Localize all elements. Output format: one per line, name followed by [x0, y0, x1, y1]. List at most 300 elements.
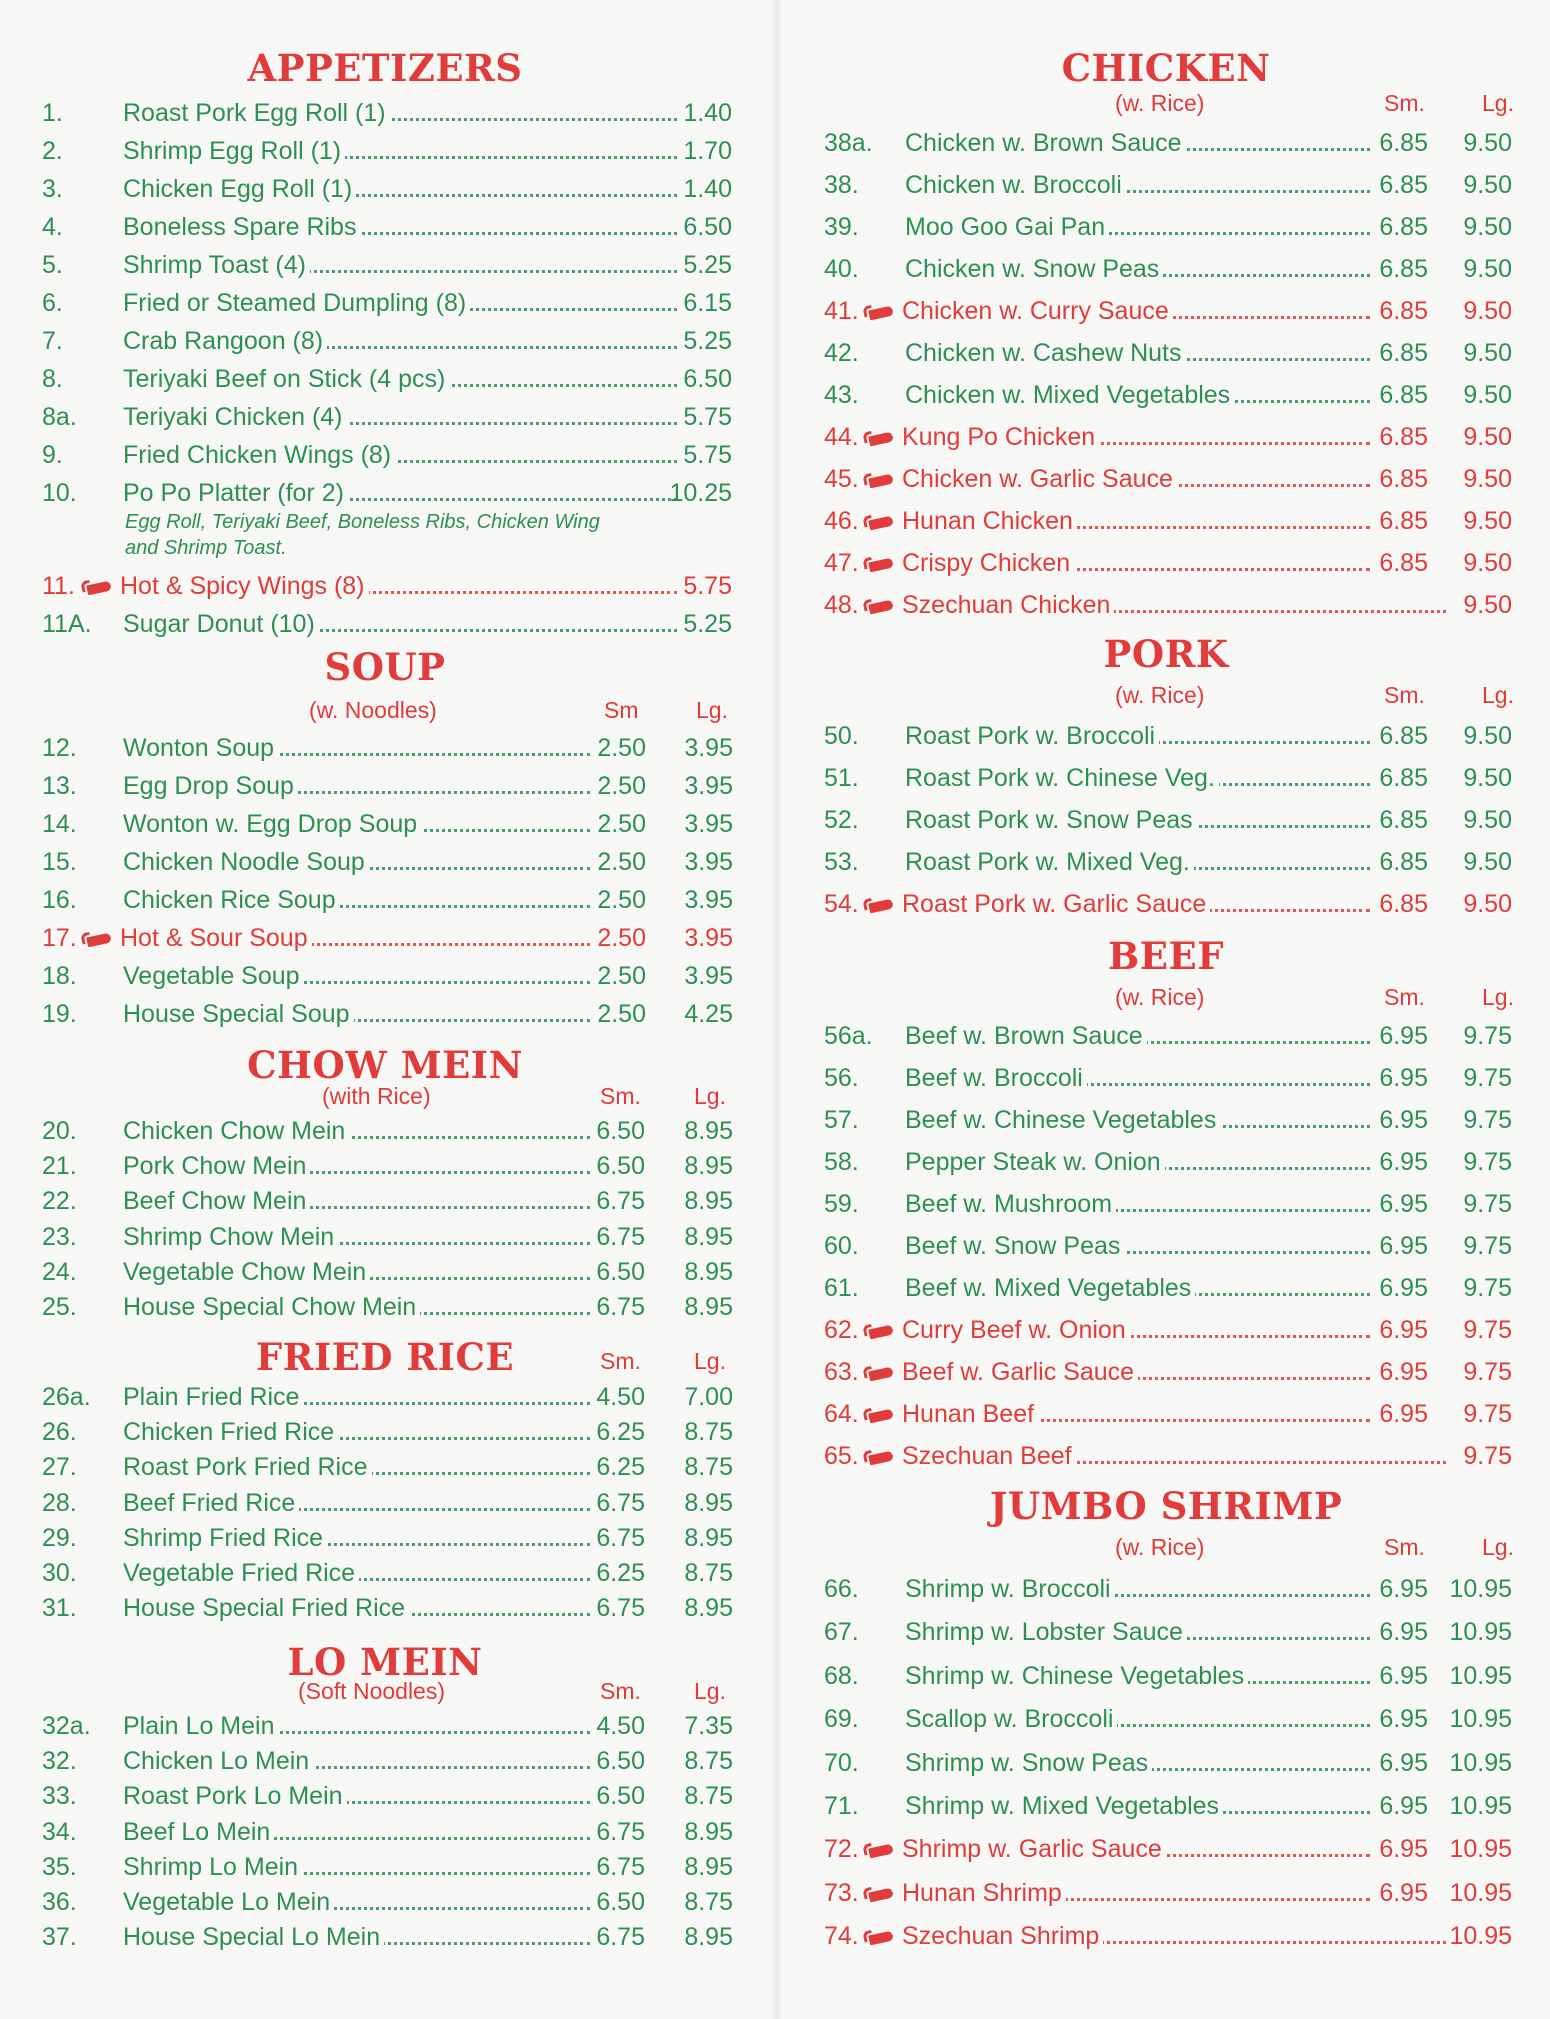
item-name [123, 174, 677, 204]
item-name-text: Roast Pork Lo Mein [123, 1782, 347, 1810]
item-price-small: 2.50 [597, 924, 646, 952]
item-price-small: 6.85 [1379, 722, 1428, 750]
item-price-small: 6.25 [596, 1418, 645, 1447]
item-name-text: House Special Fried Rice [123, 1594, 409, 1622]
lo-mein-large-header: Lg. [694, 1678, 726, 1704]
jumbo-shrimp-heading: JUMBO SHRIMP [989, 1484, 1343, 1528]
item-name [120, 923, 590, 953]
item-price-large: 9.50 [1463, 129, 1512, 157]
item-name [902, 296, 1370, 326]
item-number: 74. [824, 1922, 859, 1951]
menu-item[interactable] [0, 771, 768, 801]
item-number: 37. [42, 1923, 77, 1952]
item-name-text: Szechuan Chicken [902, 591, 1114, 619]
menu-item[interactable] [782, 1661, 1550, 1691]
menu-item[interactable] [0, 1593, 768, 1623]
menu-item[interactable] [0, 1711, 768, 1741]
menu-item[interactable] [782, 1441, 1550, 1471]
item-price-large: 8.95 [684, 1187, 733, 1216]
item-name [905, 721, 1370, 751]
item-number: 16. [42, 886, 77, 914]
menu-item[interactable] [782, 1357, 1550, 1387]
item-number: 7. [42, 327, 63, 355]
chili-pepper-icon [868, 516, 894, 531]
item-name-text: Fried or Steamed Dumpling (8) [123, 289, 470, 317]
item-name [905, 1704, 1370, 1734]
item-name-text: Beef w. Mixed Vegetables [905, 1274, 1195, 1302]
menu-item[interactable] [0, 1151, 768, 1181]
item-price-large: 8.75 [684, 1418, 733, 1447]
item-number: 29. [42, 1523, 77, 1552]
beef-small-header: Sm. [1384, 984, 1425, 1010]
item-name-text: Beef w. Snow Peas [905, 1232, 1124, 1260]
menu-item[interactable] [0, 1817, 768, 1847]
item-price-large: 9.75 [1463, 1022, 1512, 1050]
item-name [905, 847, 1370, 877]
item-number: 19. [42, 1000, 77, 1028]
item-name [905, 128, 1370, 158]
menu-item[interactable] [0, 326, 768, 356]
item-price-large: 3.95 [684, 734, 733, 762]
menu-item[interactable] [0, 402, 768, 432]
item-price-small: 6.85 [1379, 255, 1428, 283]
item-price-large: 9.50 [1463, 423, 1512, 451]
item-price-small: 6.95 [1379, 1618, 1428, 1647]
item-price-small: 6.85 [1379, 890, 1428, 918]
menu-item[interactable] [0, 571, 768, 601]
item-name-text: Shrimp Egg Roll (1) [123, 137, 345, 165]
item-number: 15. [42, 848, 77, 876]
menu-item[interactable] [782, 464, 1550, 494]
item-price-small: 6.95 [1379, 1106, 1428, 1134]
menu-item[interactable] [782, 254, 1550, 284]
item-name-text: Hunan Shrimp [902, 1879, 1066, 1907]
menu-item[interactable] [0, 1292, 768, 1322]
item-name [120, 571, 677, 601]
soup-heading: SOUP [324, 645, 446, 689]
menu-item[interactable] [782, 1878, 1550, 1908]
item-name-text: House Special Soup [123, 1000, 354, 1028]
item-name [123, 1186, 590, 1216]
menu-item[interactable] [782, 380, 1550, 410]
menu-item[interactable] [0, 98, 768, 128]
item-name [902, 1315, 1370, 1345]
menu-item[interactable] [782, 338, 1550, 368]
item-price-small: 6.75 [596, 1222, 645, 1251]
menu-item[interactable] [782, 128, 1550, 158]
item-number: 67. [824, 1618, 859, 1647]
chicken-large-header: Lg. [1482, 90, 1514, 116]
menu-item[interactable] [782, 805, 1550, 835]
item-name-text: Roast Pork w. Mixed Veg. [905, 848, 1194, 876]
item-name [905, 1147, 1370, 1177]
item-price: 5.75 [683, 441, 732, 469]
item-number: 25. [42, 1293, 77, 1321]
item-price: 5.25 [683, 327, 732, 355]
item-name-text: Roast Pork Egg Roll (1) [123, 99, 390, 127]
menu-item[interactable] [782, 1231, 1550, 1261]
item-number: 4. [42, 213, 63, 241]
menu-item[interactable] [782, 1704, 1550, 1734]
item-name [123, 326, 677, 356]
item-price-small: 6.75 [596, 1923, 645, 1952]
item-price-large: 9.50 [1463, 507, 1512, 535]
item-number: 39. [824, 213, 859, 241]
item-price: 5.25 [683, 610, 732, 638]
menu-item[interactable] [0, 1887, 768, 1917]
item-price-large: 3.95 [684, 772, 733, 800]
item-name-text: Vegetable Chow Mein [123, 1258, 370, 1286]
menu-item[interactable] [782, 1021, 1550, 1051]
item-number: 11. [42, 572, 75, 600]
chicken-heading: CHICKEN [1061, 46, 1271, 90]
item-price: 10.25 [669, 479, 732, 507]
fried-rice-large-header: Lg. [694, 1348, 726, 1374]
item-name [123, 212, 677, 242]
item-name [902, 548, 1370, 578]
menu-item[interactable] [0, 440, 768, 470]
item-name-text: Chicken w. Garlic Sauce [902, 465, 1177, 493]
item-number: 17. [42, 924, 77, 952]
item-price-large: 9.75 [1463, 1064, 1512, 1092]
menu-item[interactable] [782, 1147, 1550, 1177]
item-price-large: 9.50 [1463, 297, 1512, 325]
item-name-text: Shrimp w. Mixed Vegetables [905, 1792, 1223, 1820]
platter-description: and Shrimp Toast. [125, 537, 287, 559]
item-price-large: 9.50 [1463, 213, 1512, 241]
menu-item[interactable] [782, 1273, 1550, 1303]
item-price-large: 9.75 [1463, 1316, 1512, 1344]
item-name [905, 1748, 1370, 1778]
item-price-small: 6.50 [596, 1782, 645, 1811]
item-name-text: Roast Pork w. Broccoli [905, 722, 1159, 750]
item-name [905, 1021, 1370, 1051]
menu-item[interactable] [782, 1921, 1550, 1951]
menu-item[interactable] [0, 809, 768, 839]
menu-item[interactable] [0, 212, 768, 242]
page-fold [772, 0, 782, 2019]
menu-item[interactable] [0, 999, 768, 1029]
item-price-large: 3.95 [684, 962, 733, 990]
item-name [905, 1231, 1370, 1261]
item-number: 48. [824, 591, 859, 619]
menu-item[interactable] [782, 1399, 1550, 1429]
item-price-large: 9.75 [1463, 1190, 1512, 1218]
beef-large-header: Lg. [1482, 984, 1514, 1010]
menu-item[interactable] [0, 1781, 768, 1811]
item-name-text: Beef w. Broccoli [905, 1064, 1087, 1092]
menu-item[interactable] [0, 1452, 768, 1482]
item-number: 44. [824, 423, 859, 451]
item-name [123, 1257, 590, 1287]
item-name-text: Shrimp w. Broccoli [905, 1575, 1115, 1603]
item-name [902, 889, 1370, 919]
item-price-large: 9.75 [1463, 1442, 1512, 1470]
menu-item[interactable] [782, 212, 1550, 242]
menu-item[interactable] [0, 478, 768, 508]
menu-item[interactable] [0, 136, 768, 166]
item-price-small: 6.95 [1379, 1022, 1428, 1050]
menu-item[interactable] [0, 923, 768, 953]
appetizers-heading: APPETIZERS [247, 46, 523, 90]
item-price-small: 6.95 [1379, 1316, 1428, 1344]
menu-item[interactable] [0, 609, 768, 639]
item-price-large: 8.95 [684, 1594, 733, 1623]
item-price-large: 8.75 [684, 1747, 733, 1776]
menu-item[interactable] [0, 1488, 768, 1518]
item-price-large: 8.95 [684, 1257, 733, 1286]
item-name-text: Beef Lo Mein [123, 1818, 274, 1846]
menu-item[interactable] [0, 1116, 768, 1146]
menu-item[interactable] [782, 1748, 1550, 1778]
item-name [123, 1151, 590, 1181]
chicken-note: (w. Rice) [1115, 90, 1205, 116]
item-name [123, 733, 590, 763]
item-name [123, 98, 677, 128]
item-name-text: Vegetable Lo Mein [123, 1888, 334, 1916]
item-price: 5.25 [683, 251, 732, 279]
item-name-text: Shrimp w. Lobster Sauce [905, 1618, 1187, 1646]
item-price-small: 2.50 [597, 1000, 646, 1028]
item-number: 34. [42, 1817, 77, 1846]
item-price-large: 9.75 [1463, 1358, 1512, 1386]
item-name-text: Chicken Egg Roll (1) [123, 175, 356, 203]
item-name [902, 1878, 1370, 1908]
item-price: 6.15 [683, 289, 732, 317]
item-name [123, 609, 677, 639]
item-number: 42. [824, 339, 859, 367]
menu-item[interactable] [0, 1746, 768, 1776]
item-name [123, 250, 677, 280]
item-name [905, 380, 1370, 410]
item-name-text: Shrimp w. Garlic Sauce [902, 1835, 1166, 1863]
chili-pepper-icon [868, 1451, 894, 1466]
item-name [902, 1399, 1370, 1429]
item-price-small: 6.85 [1379, 381, 1428, 409]
item-name [902, 422, 1370, 452]
item-price-large: 3.95 [684, 886, 733, 914]
item-price-small: 6.50 [596, 1888, 645, 1916]
item-number: 21. [42, 1152, 77, 1181]
item-price-large: 9.50 [1463, 890, 1512, 918]
item-name-text: Beef w. Mushroom [905, 1190, 1116, 1218]
item-price-large: 3.95 [684, 810, 733, 838]
menu-item[interactable] [0, 1222, 768, 1252]
soup-note: (w. Noodles) [309, 697, 437, 723]
item-price-small: 6.75 [596, 1817, 645, 1846]
menu-item[interactable] [0, 1257, 768, 1287]
item-price-large: 4.25 [684, 1000, 733, 1028]
menu-item[interactable] [782, 1105, 1550, 1135]
item-price-large: 9.50 [1463, 848, 1512, 876]
item-price-large: 8.95 [684, 1852, 733, 1881]
item-price-large: 8.95 [684, 1523, 733, 1552]
item-name [902, 1441, 1446, 1471]
menu-item[interactable] [0, 250, 768, 280]
item-price: 5.75 [683, 572, 732, 600]
item-name-text: Curry Beef w. Onion [902, 1316, 1130, 1344]
menu-item[interactable] [0, 1852, 768, 1882]
fried-rice-heading: FRIED RICE [255, 1335, 515, 1379]
menu-item[interactable] [782, 1189, 1550, 1219]
item-name-text: Wonton w. Egg Drop Soup [123, 810, 421, 838]
menu-item[interactable] [0, 288, 768, 318]
item-name-text: Chicken w. Snow Peas [905, 255, 1163, 283]
menu-item[interactable] [0, 1417, 768, 1447]
menu-item[interactable] [782, 1834, 1550, 1864]
menu-item[interactable] [0, 364, 768, 394]
item-name [123, 288, 677, 318]
menu-item[interactable] [782, 1791, 1550, 1821]
item-price-large: 9.50 [1463, 255, 1512, 283]
item-name-text: Chicken Rice Soup [123, 886, 340, 914]
item-name [905, 254, 1370, 284]
menu-item[interactable] [0, 1186, 768, 1216]
item-price-small: 6.85 [1379, 423, 1428, 451]
item-name-text: Hunan Chicken [902, 507, 1077, 535]
item-name [905, 170, 1370, 200]
item-price-large: 7.35 [684, 1712, 733, 1740]
item-name [123, 1382, 590, 1412]
chili-pepper-icon [86, 933, 112, 948]
jumbo-shrimp-large-header: Lg. [1482, 1534, 1514, 1560]
item-number: 5. [42, 251, 63, 279]
item-name-text: Plain Fried Rice [123, 1383, 303, 1411]
chicken-small-header: Sm. [1384, 90, 1425, 116]
menu-item[interactable] [782, 1315, 1550, 1345]
item-price-small: 6.85 [1379, 764, 1428, 792]
item-price-small: 6.95 [1379, 1878, 1428, 1907]
lo-mein-note: (Soft Noodles) [298, 1678, 446, 1704]
item-number: 32a. [42, 1712, 91, 1740]
item-number: 54. [824, 890, 859, 918]
menu-item[interactable] [782, 847, 1550, 877]
item-number: 13. [42, 772, 77, 800]
item-name [123, 1523, 590, 1553]
item-name [123, 1222, 590, 1252]
item-number: 73. [824, 1878, 859, 1907]
item-price-small: 6.95 [1379, 1575, 1428, 1603]
item-price-large: 3.95 [684, 848, 733, 876]
item-name [123, 1558, 590, 1588]
item-name-text: Beef Chow Mein [123, 1187, 310, 1215]
item-name-text: Chicken w. Broccoli [905, 171, 1126, 199]
menu-item[interactable] [782, 1063, 1550, 1093]
item-name-text: Chicken w. Mixed Vegetables [905, 381, 1234, 409]
item-name [123, 847, 590, 877]
menu-item[interactable] [782, 721, 1550, 751]
item-name [123, 1817, 590, 1847]
menu-item[interactable] [782, 170, 1550, 200]
item-name-text: Kung Po Chicken [902, 423, 1099, 451]
menu-item[interactable] [0, 961, 768, 991]
item-name-text: Beef w. Chinese Vegetables [905, 1106, 1220, 1134]
item-name-text: Hunan Beef [902, 1400, 1038, 1428]
item-number: 69. [824, 1705, 859, 1734]
menu-item[interactable] [782, 590, 1550, 620]
item-name-text: Chicken w. Curry Sauce [902, 297, 1173, 325]
item-name-text: Teriyaki Beef on Stick (4 pcs) [123, 365, 449, 393]
menu-item[interactable] [0, 1382, 768, 1412]
item-price-small: 6.85 [1379, 213, 1428, 241]
item-name [905, 212, 1370, 242]
item-price-large: 9.50 [1463, 764, 1512, 792]
menu-item[interactable] [782, 506, 1550, 536]
item-price-small: 6.75 [596, 1594, 645, 1623]
item-name-text: Sugar Donut (10) [123, 610, 319, 638]
pork-large-header: Lg. [1482, 682, 1514, 708]
item-number: 60. [824, 1232, 859, 1260]
menu-item[interactable] [0, 1922, 768, 1952]
menu-item[interactable] [782, 422, 1550, 452]
item-price-small: 4.50 [596, 1712, 645, 1740]
item-price-large: 8.95 [684, 1152, 733, 1181]
menu-item[interactable] [0, 1523, 768, 1553]
item-name [902, 1357, 1370, 1387]
item-name [905, 1063, 1370, 1093]
menu-item[interactable] [0, 885, 768, 915]
item-price-small: 6.95 [1379, 1190, 1428, 1218]
chili-pepper-icon [868, 600, 894, 615]
item-number: 27. [42, 1453, 77, 1482]
item-price-large: 9.75 [1463, 1400, 1512, 1428]
menu-item[interactable] [782, 763, 1550, 793]
pork-note: (w. Rice) [1115, 682, 1205, 708]
item-name-text: Roast Pork w. Chinese Veg. [905, 764, 1219, 792]
menu-item[interactable] [0, 174, 768, 204]
item-name [905, 1189, 1370, 1219]
item-number: 40. [824, 255, 859, 283]
menu-item[interactable] [782, 1617, 1550, 1647]
item-price-large: 10.95 [1449, 1748, 1512, 1777]
item-number: 22. [42, 1187, 77, 1216]
item-price-large: 9.75 [1463, 1232, 1512, 1260]
chow-mein-small-header: Sm. [600, 1083, 641, 1109]
pork-heading: PORK [1103, 632, 1229, 676]
item-name-text: Chicken Noodle Soup [123, 848, 369, 876]
chili-pepper-icon [868, 1367, 894, 1382]
item-name [123, 1452, 590, 1482]
menu-item[interactable] [782, 296, 1550, 326]
soup-large-header: Lg. [696, 697, 728, 723]
item-price-large: 10.95 [1449, 1575, 1512, 1603]
menu-item[interactable] [782, 1574, 1550, 1604]
chili-pepper-icon [868, 1931, 894, 1946]
menu-item[interactable] [0, 847, 768, 877]
item-price-small: 6.95 [1379, 1274, 1428, 1302]
item-number: 56a. [824, 1022, 873, 1050]
item-price-small: 6.50 [596, 1117, 645, 1145]
menu-item[interactable] [782, 889, 1550, 919]
item-price-small: 6.95 [1379, 1400, 1428, 1428]
item-number: 8a. [42, 403, 77, 431]
item-price-large: 8.95 [684, 1817, 733, 1846]
item-number: 43. [824, 381, 859, 409]
item-price-small: 6.50 [596, 1747, 645, 1776]
chili-pepper-icon [868, 899, 894, 914]
item-number: 46. [824, 507, 859, 535]
item-price-small: 6.85 [1379, 129, 1428, 157]
item-price-small: 6.85 [1379, 806, 1428, 834]
item-price-large: 8.95 [684, 1222, 733, 1251]
item-number: 35. [42, 1852, 77, 1881]
menu-item[interactable] [0, 733, 768, 763]
menu-item[interactable] [782, 548, 1550, 578]
menu-item[interactable] [0, 1558, 768, 1588]
item-price-small: 2.50 [597, 734, 646, 762]
item-price-small: 6.95 [1379, 1835, 1428, 1864]
item-number: 66. [824, 1575, 859, 1603]
